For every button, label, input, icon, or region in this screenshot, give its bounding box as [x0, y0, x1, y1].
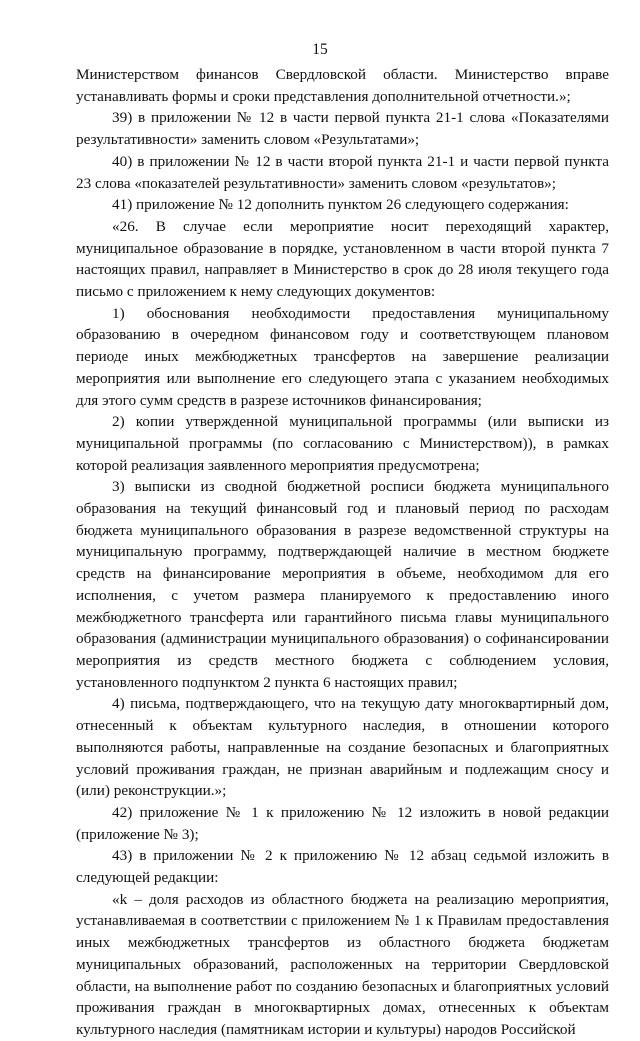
paragraph-item-39: 39) в приложении № 12 в части первой пункта 21-1 слова «Показателями результативности» заменить словом «Результатами»; — [76, 109, 609, 149]
paragraph-subitem-2: 2) копии утвержденной муниципальной программы (или выписки из муниципальной программы (по согласованию с Министерством)), в рамках которой реализация заявленного мероприятия предусмотрена; — [76, 413, 609, 474]
paragraph-item-40: 40) в приложении № 12 в части второй пункта 21-1 и части первой пункта 23 слова «показателей результативности» заменить словом «результатов»; — [76, 152, 609, 192]
document-body — [76, 64, 609, 1041]
paragraph-clause-26: «26. В случае если мероприятие носит переходящий характер, муниципальное образование в порядке, установленном в части второй пункта 7 настоящих правил, направляет в Министерство в срок до 28 июля текущего года письмо с приложением к нему следующих документов: — [76, 217, 609, 301]
paragraph-continuation: Министерством финансов Свердловской области. Министерство вправе устанавливать формы и сроки представления дополнительной отчетности.»; — [76, 66, 609, 105]
paragraph-subitem-1: 1) обоснования необходимости предоставления муниципальному образованию в очередном финансовом году и соответствующем плановом периоде иных межбюджетных трансфертов на завершение реализации мероприятия или выполнение его следующего этапа с указанием необходимых для этого сумм средств в разрезе источников финансирования; — [76, 304, 609, 409]
paragraph-item-43: 43) в приложении № 2 к приложению № 12 абзац седьмой изложить в следующей редакции: — [76, 847, 609, 887]
paragraph-item-42: 42) приложение № 1 к приложению № 12 изложить в новой редакции (приложение № 3); — [76, 803, 609, 843]
paragraph-subitem-4: 4) письма, подтверждающего, что на текущую дату многоквартирный дом, отнесенный к объектам культурного наследия, в отношении которого выполняются работы, направленные на создание безопасных и благоприятных условий проживания граждан, не признан аварийным и подлежащим сносу и (или) реконструкции.»; — [76, 695, 609, 800]
paragraph-k-definition: «k – доля расходов из областного бюджета на реализацию мероприятия, устанавливаемая в соответствии с приложением № 1 к Правилам предоставления иных межбюджетных трансфертов из областного бюджета бюджетам муниципальных образований, расположенных на территории Свердловской области, на выполнение работ по созданию безопасных и благоприятных условий проживания граждан в многоквартирных домах, отнесенных к объектам культурного наследия (памятникам истории и культуры) народов Российской — [76, 890, 609, 1038]
page-number: 15 — [312, 41, 328, 58]
paragraph-subitem-3: 3) выписки из сводной бюджетной росписи бюджета муниципального образования на текущий финансовый год и плановый период по расходам бюджета муниципального образования в разрезе ведомственной структуры на муниципальную программу, подтверждающей наличие в местном бюджете средств на финансирование мероприятия в объеме, необходимом для его исполнения, с учетом размера планируемого к предоставлению иного межбюджетного трансферта или гарантийного письма главы муниципального образования (администрации муниципального образования) о софинансировании мероприятия из средств местного бюджета с соблюдением условия, установленного подпунктом 2 пункта 6 настоящих правил; — [76, 478, 609, 691]
paragraph-item-41: 41) приложение № 12 дополнить пунктом 26 следующего содержания: — [112, 196, 569, 214]
